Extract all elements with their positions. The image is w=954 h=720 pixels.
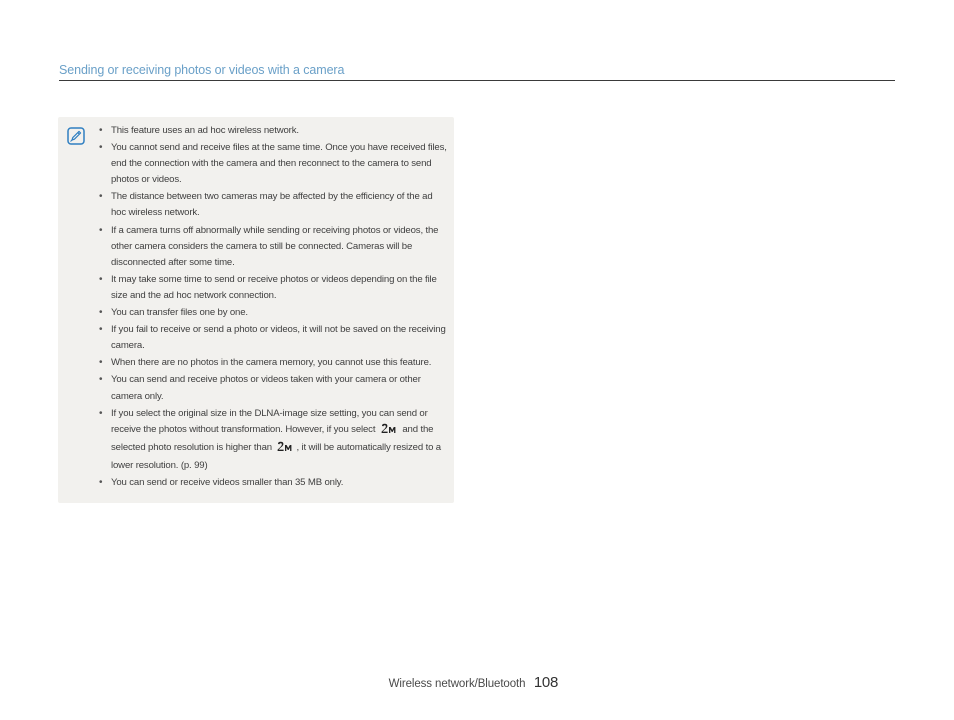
note-box	[58, 117, 454, 503]
note-item: • This feature uses an ad hoc wireless network.	[99, 123, 447, 139]
resolution-text-part2: and the selected photo resolution is higher than	[111, 423, 434, 453]
resolution-text-part1: If you select the original size in the DLNA-image size setting, you can send or receive the photos without transformation. However, if you select	[111, 407, 428, 435]
header-divider	[59, 80, 895, 81]
footer-section-title: Wireless network/Bluetooth	[388, 678, 526, 690]
page-header-title: Sending or receiving photos or videos with a camera	[59, 63, 345, 77]
page-footer	[389, 674, 558, 692]
note-item: • The distance between two cameras may be affected by the efficiency of the ad hoc wireless network.	[99, 189, 447, 221]
note-item: • You cannot send and receive files at the same time. Once you have received files, end the connection with the camera and then reconnect to the camera to send photos or videos.	[99, 140, 447, 188]
note-item: • If you fail to receive or send a photo or videos, it will not be saved on the receiving camera.	[99, 322, 447, 354]
note-list	[99, 123, 447, 492]
note-item: • When there are no photos in the camera memory, you cannot use this feature.	[99, 355, 447, 371]
note-item: • You can transfer files one by one.	[99, 305, 447, 321]
note-item-resolution	[99, 406, 447, 474]
note-item: • It may take some time to send or receive photos or videos depending on the file size and the ad hoc network connection.	[99, 272, 447, 304]
note-item: • You can send or receive videos smaller than 35 MB only.	[99, 475, 447, 491]
note-item: • You can send and receive photos or videos taken with your camera or other camera only.	[99, 372, 447, 404]
note-pencil-icon	[67, 127, 85, 145]
resolution-text-part3: , it will be automatically resized to a lower resolution. (p. 99)	[111, 441, 441, 471]
page-number: 108	[533, 674, 558, 691]
resolution-2m-icon	[381, 423, 397, 440]
note-item: • If a camera turns off abnormally while sending or receiving photos or videos, the other camera considers the camera to still be connected. Cameras will be disconnected after some time.	[99, 223, 447, 271]
resolution-2m-icon	[277, 441, 293, 458]
